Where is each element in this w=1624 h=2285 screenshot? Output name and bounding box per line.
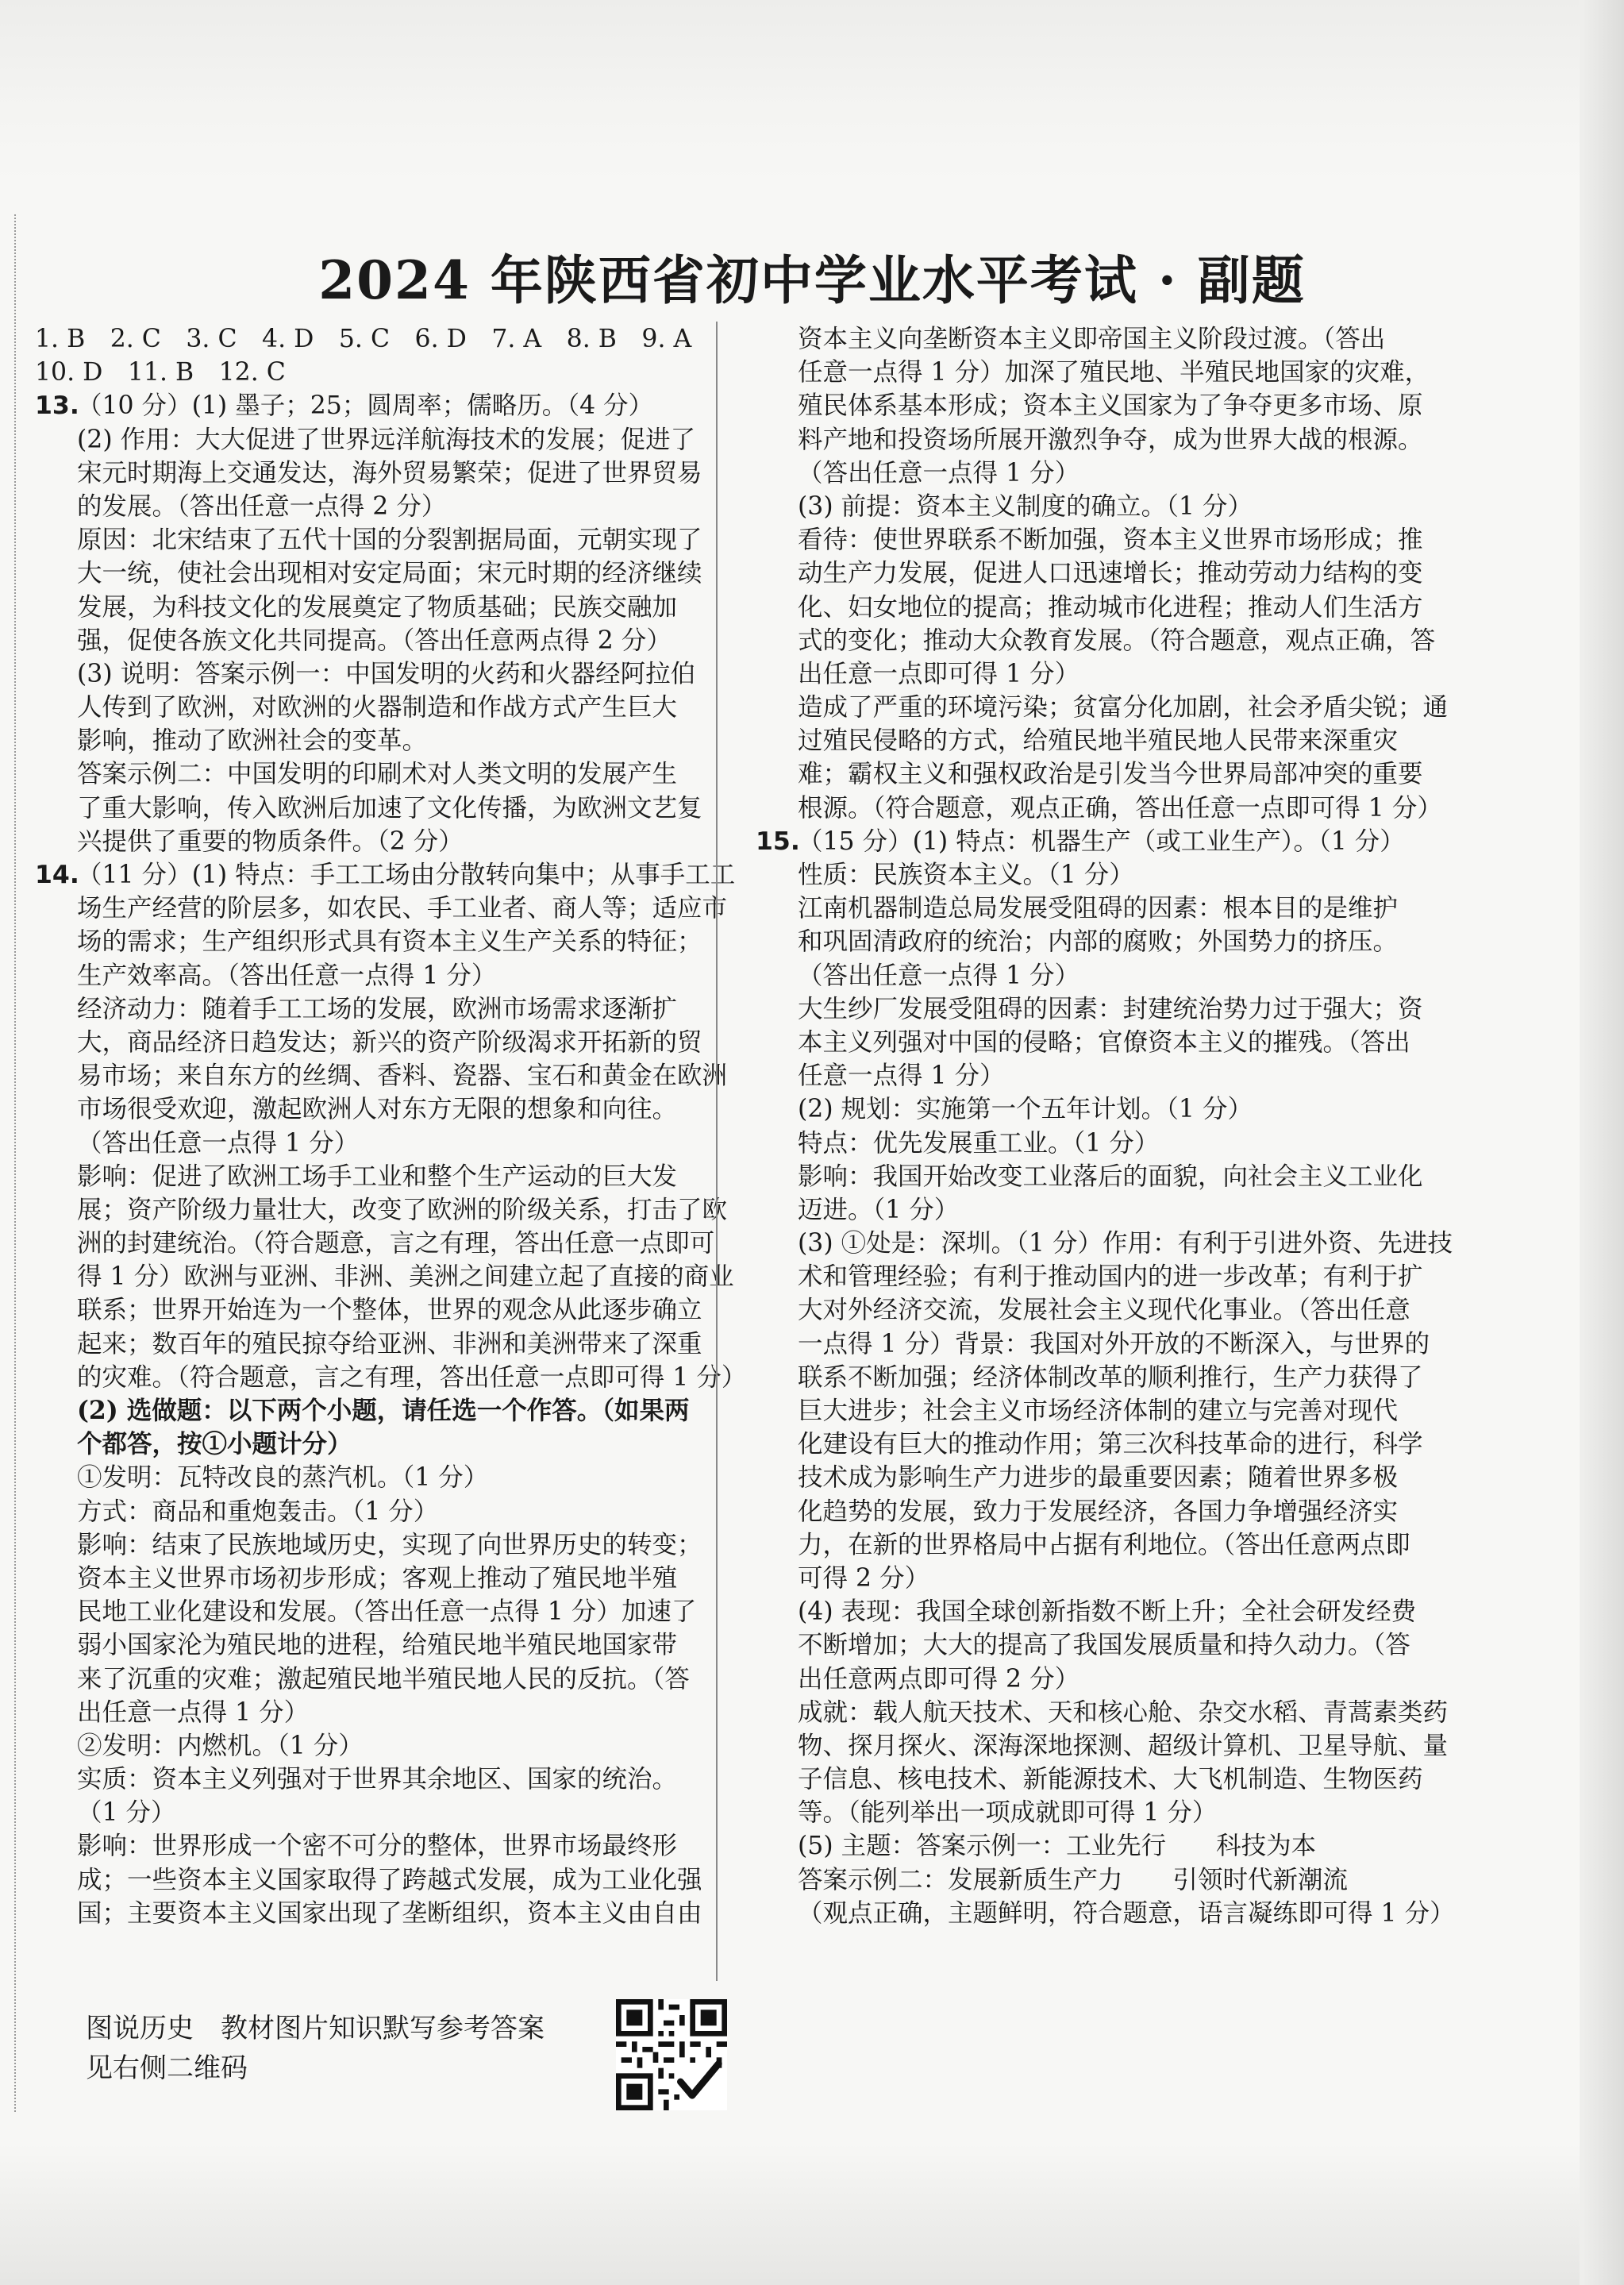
- answer-text: （11 分）(1) 特点：手工工场由分散转向集中；从事手工工: [77, 861, 736, 889]
- answer-line: 影响：我国开始改变工业落后的面貌，向社会主义工业化: [798, 1162, 1423, 1191]
- question-number: 15.: [756, 827, 800, 856]
- answer-line: 弱小国家沦为殖民地的进程，给殖民地半殖民地国家带: [77, 1631, 678, 1660]
- answer-line: 方式：商品和重炮轰击。（1 分）: [77, 1497, 439, 1526]
- answer-line: 大，商品经济日趋发达；新兴的资产阶级渴求开拓新的贸: [77, 1027, 702, 1057]
- qr-code[interactable]: [616, 1999, 727, 2110]
- answer-line: 资本主义世界市场初步形成；客观上推动了殖民地半殖: [77, 1563, 678, 1593]
- answer-line: 大对外经济交流，发展社会主义现代化事业。（答出任意: [798, 1296, 1410, 1325]
- answer-line: 等。（能列举出一项成就即可得 1 分）: [798, 1798, 1218, 1828]
- answer-line: 影响：世界形成一个密不可分的整体，世界市场最终形: [77, 1832, 678, 1861]
- answer-line: 场的需求；生产组织形式具有资本主义生产关系的特征；: [77, 927, 702, 957]
- answer-line: 1. B 2. C 3. C 4. D 5. C 6. D 7. A 8. B 9. A: [35, 325, 692, 353]
- answer-line: 来了沉重的灾难；激起殖民地半殖民地人民的反抗。（答: [77, 1664, 690, 1694]
- answer-line: 力，在新的世界格局中占据有利地位。（答出任意两点即: [798, 1530, 1410, 1559]
- answer-line: 个都答，按①小题计分）: [77, 1429, 352, 1459]
- footer-note: [86, 2009, 545, 2088]
- right-answer-column: [756, 322, 1455, 1930]
- answer-line: (2) 作用：大大促进了世界远洋航海技术的发展；促进了: [77, 425, 696, 454]
- answer-line: 式的变化；推动大众教育发展。（符合题意，观点正确，答: [798, 626, 1436, 655]
- answer-line: (3) ①处是：深圳。（1 分）作用：有利于引进外资、先进技: [798, 1229, 1453, 1258]
- answer-line: 本主义列强对中国的侵略；官僚资本主义的摧残。（答出: [798, 1027, 1410, 1057]
- answer-line: 出任意两点即可得 2 分）: [798, 1664, 1080, 1694]
- column-divider: [716, 322, 718, 1981]
- footer-line-1: 图说历史 教材图片知识默写参考答案: [86, 2013, 545, 2044]
- answer-line: 可得 2 分）: [798, 1563, 930, 1593]
- answer-line: 和巩固清政府的统治；内部的腐败；外国势力的挤压。: [798, 927, 1399, 957]
- answer-line: 起来；数百年的殖民掠夺给亚洲、非洲和美洲带来了深重: [77, 1329, 702, 1358]
- answer-line: 任意一点得 1 分）: [798, 1062, 1005, 1091]
- scan-shadow-right: [1580, 0, 1624, 2285]
- answer-line: [35, 389, 708, 422]
- answer-line: (5) 主题：答案示例一：工业先行 科技为本: [798, 1832, 1317, 1861]
- answer-line: [35, 858, 736, 892]
- answer-line: 答案示例二：中国发明的印刷术对人类文明的发展产生: [77, 760, 678, 789]
- question-number: 13.: [35, 391, 79, 421]
- answer-line: 经济动力：随着手工工场的发展，欧洲市场需求逐渐扩: [77, 994, 678, 1023]
- answer-line: （答出任意一点得 1 分）: [798, 458, 1080, 487]
- answer-line: 成；一些资本主义国家取得了跨越式发展，成为工业化强: [77, 1865, 702, 1894]
- answer-line: 易市场；来自东方的丝绸、香料、瓷器、宝石和黄金在欧洲: [77, 1062, 728, 1091]
- answer-line: 出任意一点得 1 分）: [77, 1697, 310, 1727]
- answer-line: （答出任意一点得 1 分）: [77, 1128, 360, 1158]
- answer-line: （观点正确，主题鲜明，符合题意，语言凝练即可得 1 分）: [798, 1898, 1455, 1928]
- answer-line: 的发展。（答出任意一点得 2 分）: [77, 491, 447, 521]
- answer-line: 大一统，使社会出现相对安定局面；宋元时期的经济继续: [77, 559, 702, 588]
- answer-line: 化建设有巨大的推动作用；第三次科技革命的进行，科学: [798, 1430, 1423, 1459]
- answer-line: 化、妇女地位的提高；推动城市化进程；推动人们生活方: [798, 592, 1423, 622]
- answer-line: 殖民体系基本形成；资本主义国家为了争夺更多市场、原: [798, 391, 1423, 421]
- answer-line: ①发明：瓦特改良的蒸汽机。（1 分）: [77, 1463, 489, 1493]
- answer-line: 过殖民侵略的方式，给殖民地半殖民地人民带来深重灾: [798, 726, 1399, 756]
- answer-line: 兴提供了重要的物质条件。（2 分）: [77, 827, 464, 856]
- answer-line: 实质：资本主义列强对于世界其余地区、国家的统治。: [77, 1765, 678, 1794]
- answer-line: 联系不断加强；经济体制改革的顺利推行，生产力获得了: [798, 1362, 1423, 1392]
- answer-line: （1 分）: [77, 1798, 176, 1828]
- answer-line: 影响，推动了欧洲社会的变革。: [77, 726, 428, 756]
- answer-line: 市场很受欢迎，激起欧洲人对东方无限的想象和向往。: [77, 1095, 678, 1124]
- answer-line: 大生纱厂发展受阻碍的因素：封建统治势力过于强大；资: [798, 994, 1423, 1023]
- answer-line: 料产地和投资场所展开激烈争夺，成为世界大战的根源。: [798, 425, 1423, 454]
- answer-line: 强，促使各族文化共同提高。（答出任意两点得 2 分）: [77, 626, 672, 655]
- answer-line: 10. D 11. B 12. C: [35, 358, 286, 387]
- answer-line: 子信息、核电技术、新能源技术、大飞机制造、生物医药: [798, 1765, 1423, 1794]
- answer-line: (3) 说明：答案示例一：中国发明的火药和火器经阿拉伯: [77, 659, 696, 688]
- answer-line: （答出任意一点得 1 分）: [798, 961, 1080, 990]
- answer-line: 联系；世界开始连为一个整体，世界的观念从此逐步确立: [77, 1296, 702, 1325]
- answer-line: 的灾难。（符合题意，言之有理，答出任意一点即可得 1 分）: [77, 1362, 747, 1392]
- answer-line: [756, 825, 1405, 858]
- answer-line: 了重大影响，传入欧洲后加速了文化传播，为欧洲文艺复: [77, 793, 702, 823]
- answer-line: 洲的封建统治。（符合题意，言之有理，答出任意一点即可: [77, 1229, 715, 1258]
- answer-line: 技术成为影响生产力进步的最重要因素；随着世界多极: [798, 1463, 1399, 1493]
- footer-line-2: 见右侧二维码: [86, 2052, 248, 2084]
- answer-line: 人传到了欧洲，对欧洲的火器制造和作战方式产生巨大: [77, 693, 678, 722]
- answer-line: 得 1 分）欧洲与亚洲、非洲、美洲之间建立起了直接的商业: [77, 1262, 734, 1292]
- answer-line: 宋元时期海上交通发达，海外贸易繁荣；促进了世界贸易: [77, 458, 702, 487]
- answer-line: 成就：载人航天技术、天和核心舱、杂交水稻、青蒿素类药: [798, 1697, 1449, 1727]
- answer-line: 原因：北宋结束了五代十国的分裂割据局面，元朝实现了: [77, 526, 702, 555]
- scan-shadow-bottom: [0, 2144, 1624, 2285]
- answer-line: (2) 规划：实施第一个五年计划。（1 分）: [798, 1095, 1253, 1124]
- answer-text: （15 分）(1) 特点：机器生产（或工业生产）。（1 分）: [798, 827, 1405, 856]
- answer-line: 术和管理经验；有利于推动国内的进一步改革；有利于扩: [798, 1262, 1423, 1292]
- answer-line: 一点得 1 分）背景：我国对外开放的不断深入，与世界的: [798, 1329, 1430, 1358]
- answer-line: 物、探月探火、深海深地探测、超级计算机、卫星导航、量: [798, 1731, 1449, 1760]
- answer-line: 答案示例二：发展新质生产力 引领时代新潮流: [798, 1865, 1349, 1894]
- answer-line: 看待：使世界联系不断加强，资本主义世界市场形成；推: [798, 526, 1423, 555]
- answer-line: 民地工业化建设和发展。（答出任意一点得 1 分）加速了: [77, 1597, 697, 1627]
- answer-line: 出任意一点即可得 1 分）: [798, 659, 1080, 688]
- answer-line: 特点：优先发展重工业。（1 分）: [798, 1128, 1160, 1158]
- answer-line: 迈进。（1 分）: [798, 1195, 960, 1224]
- answer-line: 任意一点得 1 分）加深了殖民地、半殖民地国家的灾难，: [798, 358, 1430, 387]
- answer-line: 江南机器制造总局发展受阻碍的因素：根本目的是维护: [798, 894, 1399, 923]
- answer-line: 巨大进步；社会主义市场经济体制的建立与完善对现代: [798, 1397, 1399, 1425]
- answer-line: 根源。（符合题意，观点正确，答出任意一点即可得 1 分）: [798, 793, 1442, 823]
- answer-line: 影响：促进了欧洲工场手工业和整个生产运动的巨大发: [77, 1162, 678, 1191]
- answer-line: 化趋势的发展，致力于发展经济，各国力争增强经济实: [798, 1497, 1399, 1526]
- answer-line: 造成了严重的环境污染；贫富分化加剧，社会矛盾尖锐；通: [798, 693, 1449, 722]
- answer-line: 不断增加；大大的提高了我国发展质量和持久动力。（答: [798, 1631, 1410, 1660]
- answer-line: (4) 表现：我国全球创新指数不断上升；全社会研发经费: [798, 1597, 1417, 1627]
- scan-shadow-top: [0, 0, 1624, 183]
- page-title: 2024 年陕西省初中学业水平考试 · 副题: [318, 249, 1306, 311]
- binding-dotted-rule: [14, 214, 17, 2112]
- answer-line: 展；资产阶级力量壮大，改变了欧洲的阶级关系，打击了欧: [77, 1195, 728, 1224]
- answer-line: ②发明：内燃机。（1 分）: [77, 1731, 364, 1760]
- answer-line: 资本主义向垄断资本主义即帝国主义阶段过渡。（答出: [798, 325, 1386, 353]
- answer-line: 动生产力发展，促进人口迅速增长；推动劳动力结构的变: [798, 559, 1423, 588]
- answer-line: 影响：结束了民族地域历史，实现了向世界历史的转变；: [77, 1530, 702, 1559]
- answer-line: 生产效率高。（答出任意一点得 1 分）: [77, 961, 497, 990]
- answer-line: (3) 前提：资本主义制度的确立。（1 分）: [798, 491, 1253, 521]
- answer-line: 发展，为科技文化的发展奠定了物质基础；民族交融加: [77, 592, 678, 622]
- question-number: 14.: [35, 861, 79, 889]
- answer-line: 性质：民族资本主义。（1 分）: [798, 861, 1134, 889]
- left-answer-column: [35, 322, 747, 1930]
- answer-line: 国；主要资本主义国家出现了垄断组织，资本主义由自由: [77, 1898, 702, 1928]
- answer-line: 场生产经营的阶层多，如农民、手工业者、商人等；适应市: [77, 894, 728, 923]
- answer-line: (2) 选做题：以下两个小题，请任选一个作答。（如果两: [77, 1396, 690, 1425]
- answer-text: （10 分）(1) 墨子；25；圆周率；儒略历。（4 分）: [77, 391, 654, 421]
- answer-line: 难；霸权主义和强权政治是引发当今世界局部冲突的重要: [798, 760, 1423, 789]
